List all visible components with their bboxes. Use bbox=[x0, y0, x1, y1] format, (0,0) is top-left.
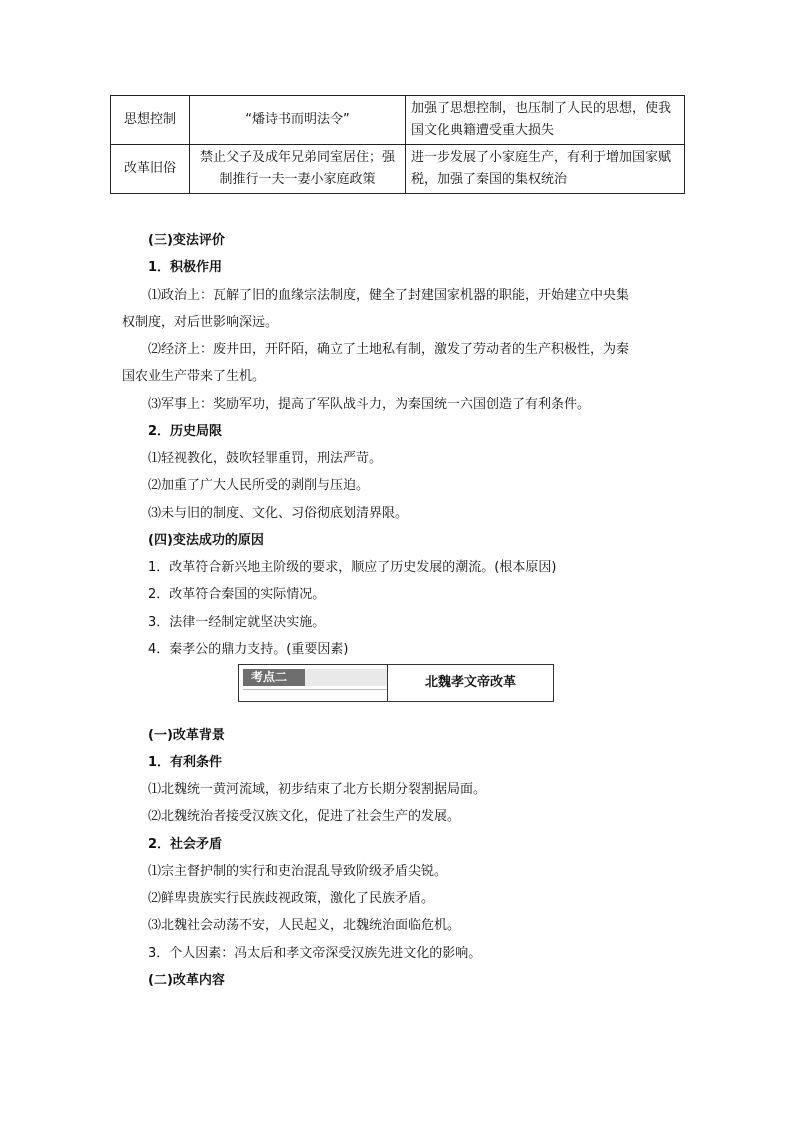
table-row bbox=[111, 145, 685, 194]
paragraph-line: ⑶军事上：奖励军功，提高了军队战斗力，为秦国统一六国创造了有利条件。 bbox=[148, 397, 591, 412]
list-item: ⑵北魏统治者接受汉族文化，促进了社会生产的发展。 bbox=[148, 809, 461, 824]
list-item: 4．秦孝公的鼎力支持。(重要因素) bbox=[148, 642, 349, 657]
table-cell: 改革旧俗 bbox=[111, 145, 190, 194]
section-heading: (四)变法成功的原因 bbox=[148, 533, 264, 548]
paragraph-line: 权制度，对后世影响深远。 bbox=[122, 315, 279, 330]
table-row bbox=[111, 96, 685, 145]
list-item: 1．改革符合新兴地主阶级的要求，顺应了历史发展的潮流。(根本原因) bbox=[148, 560, 557, 575]
list-item: ⑴宗主督护制的实行和吏治混乱导致阶级矛盾尖锐。 bbox=[148, 864, 448, 879]
topic-tag-label: 考点二 bbox=[243, 669, 305, 686]
topic-tag-area bbox=[239, 665, 388, 701]
subheading: 1．积极作用 bbox=[148, 260, 223, 275]
topic-banner bbox=[238, 664, 554, 702]
list-item: ⑵加重了广大人民所受的剥削与压迫。 bbox=[148, 478, 370, 493]
paragraph-line: ⑴政治上：瓦解了旧的血缘宗法制度，健全了封建国家机器的职能，开始建立中央集 bbox=[148, 288, 630, 303]
table-cell: 进一步发展了小家庭生产，有利于增加国家赋税，加强了秦国的集权统治 bbox=[406, 145, 685, 194]
topic-title: 北魏孝文帝改革 bbox=[424, 675, 516, 690]
section-heading: (二)改革内容 bbox=[148, 973, 225, 988]
list-item: 2．改革符合秦国的实际情况。 bbox=[148, 587, 326, 602]
table-cell: “燔诗书而明法令” bbox=[190, 96, 406, 145]
topic-tag-bar bbox=[243, 669, 387, 686]
list-item: ⑶未与旧的制度、文化、习俗彻底划清界限。 bbox=[148, 506, 409, 521]
table-cell: 加强了思想控制，也压制了人民的思想，使我国文化典籍遭受重大损失 bbox=[406, 96, 685, 145]
paragraph-line: 国农业生产带来了生机。 bbox=[122, 369, 266, 384]
subheading: 2．历史局限 bbox=[148, 424, 223, 439]
list-item: ⑶北魏社会动荡不安，人民起义，北魏统治面临危机。 bbox=[148, 918, 461, 933]
section-heading: (三)变法评价 bbox=[148, 233, 225, 248]
table-cell: 禁止父子及成年兄弟同室居住；强制推行一夫一妻小家庭政策 bbox=[190, 145, 406, 194]
paragraph-line: 3．个人因素：冯太后和孝文帝深受汉族先进文化的影响。 bbox=[148, 946, 482, 961]
table-cell: 思想控制 bbox=[111, 96, 190, 145]
subheading: 2．社会矛盾 bbox=[148, 837, 223, 852]
section-heading: (一)改革背景 bbox=[148, 728, 225, 743]
paragraph-line: ⑵经济上：废井田，开阡陌，确立了土地私有制，激发了劳动者的生产积极性，为秦 bbox=[148, 342, 630, 357]
reform-measures-table bbox=[110, 95, 685, 194]
list-item: ⑴北魏统一黄河流域，初步结束了北方长期分裂割据局面。 bbox=[148, 782, 487, 797]
list-item: 3．法律一经制定就坚决实施。 bbox=[148, 615, 326, 630]
subheading: 1．有利条件 bbox=[148, 755, 223, 770]
divider bbox=[243, 689, 387, 690]
list-item: ⑵鲜卑贵族实行民族歧视政策，激化了民族矛盾。 bbox=[148, 891, 435, 906]
list-item: ⑴轻视教化，鼓吹轻罪重罚，刑法严苛。 bbox=[148, 451, 383, 466]
